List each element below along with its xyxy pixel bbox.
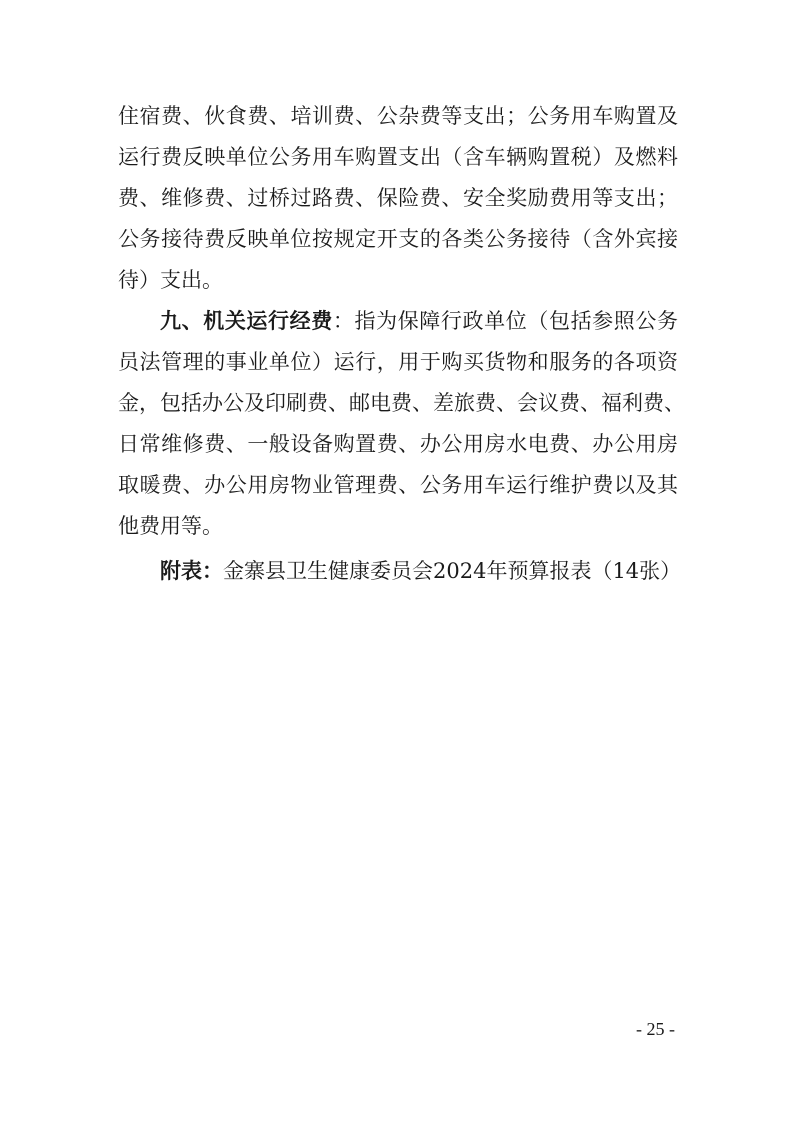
text-line: 日常维修费、一般设备购置费、办公用房水电费、办公用房: [118, 432, 678, 456]
text-line: 取暖费、办公用房物业管理费、公务用车运行维护费以及其: [118, 473, 678, 497]
attachment-note: [160, 551, 681, 591]
text-line: 他费用等。: [118, 514, 223, 538]
text-line: 公务接待费反映单位按规定开支的各类公务接待（含外宾接: [118, 227, 678, 251]
text-line: 运行费反映单位公务用车购置支出（含车辆购置税）及燃料: [118, 145, 678, 169]
text-line: 员法管理的事业单位）运行，用于购买货物和服务的各项资: [118, 350, 678, 374]
text-line: 住宿费、伙食费、培训费、公杂费等支出；公务用车购置及: [118, 104, 678, 128]
attachment-text: 金寨县卫生健康委员会2024年预算报表（14张）: [223, 559, 682, 583]
text-line: 费、维修费、过桥过路费、保险费、安全奖励费用等支出；: [118, 186, 678, 210]
text-line-first: [160, 301, 678, 341]
section-heading: 九、机关运行经费: [160, 309, 333, 333]
text-line: 金，包括办公及印刷费、邮电费、差旅费、会议费、福利费、: [118, 391, 685, 415]
text-line: 待）支出。: [118, 268, 223, 292]
attachment-label: 附表：: [160, 559, 223, 583]
page-number: - 25 -: [636, 1019, 675, 1039]
text-fragment: ：指为保障行政单位（包括参照公务: [332, 309, 679, 333]
